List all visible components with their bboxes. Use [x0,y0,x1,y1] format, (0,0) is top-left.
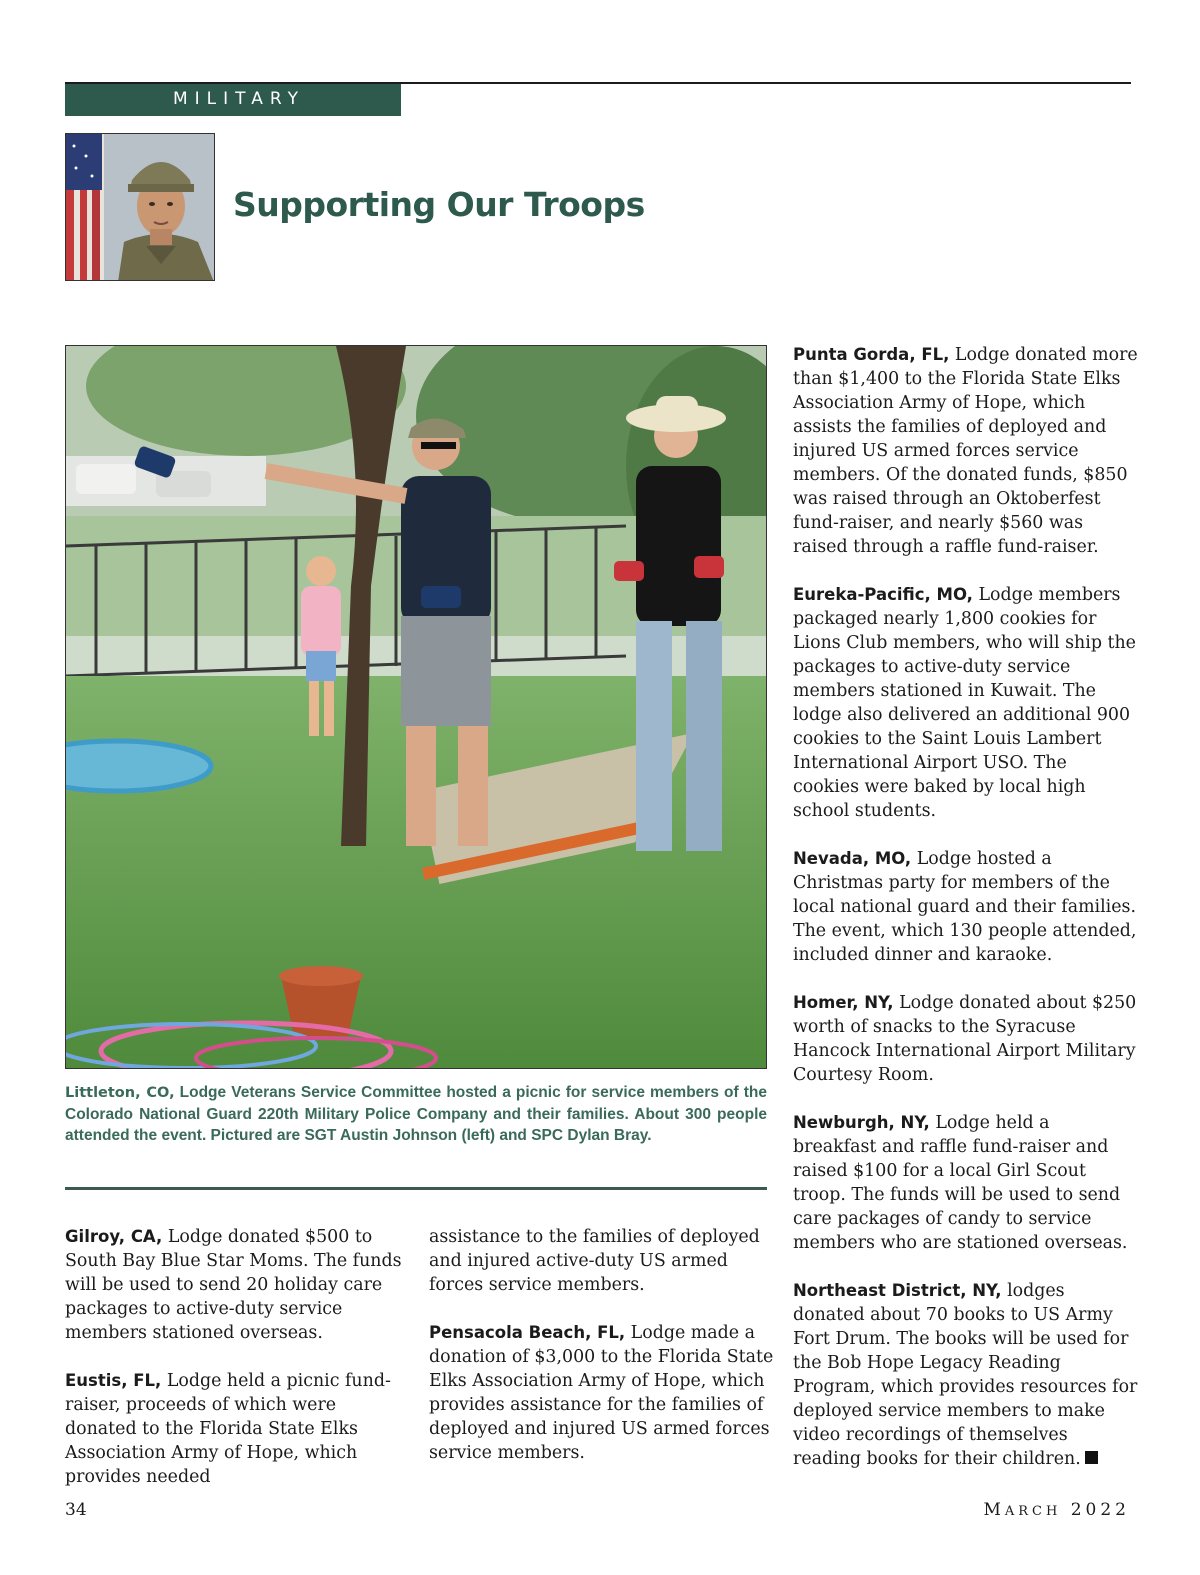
entry-homer [793,991,1138,1087]
end-of-article-mark-icon [1085,1451,1098,1464]
entry-place: Eureka-Pacific, MO, [793,585,973,604]
entry-northeast-district [793,1279,1138,1471]
entry-place: Gilroy, CA, [65,1227,163,1246]
soldier-portrait-image [65,133,215,281]
entry-place: Northeast District, NY, [793,1281,1002,1300]
entry-place: Eustis, FL, [65,1371,162,1390]
entry-text: Lodge held a picnic fund-raiser, proceeds of which were donated to the Florida State Elks Association Army of Hope, which provides needed [65,1371,391,1487]
page-title: Supporting Our Troops [233,185,645,224]
entry-eustis [65,1369,410,1489]
photo-caption [65,1082,767,1146]
column-left [65,1225,410,1513]
caption-place: Littleton, CO, [65,1085,175,1101]
entry-place: Homer, NY, [793,993,894,1012]
entry-text: lodges donated about 70 books to US Army Fort Drum. The books will be used for the Bob Hope Legacy Reading Program, which provides resources for deployed service members to make video recordings of themselves reading books for their children. [793,1281,1138,1469]
entry-text: Lodge members packaged nearly 1,800 cookies for Lions Club members, who will ship the packages to active-duty service members stationed in Kuwait. The lodge also delivered an additional 900 cookies to the Saint Louis Lambert International Airport USO. The cookies were baked by local high school students. [793,585,1136,821]
section-divider [65,1187,767,1190]
entry-text: Lodge donated more than $1,400 to the Florida State Elks Association Army of Hope, which assists the families of deployed and injured US armed forces service members. Of the donated funds, $850 was raised through an Oktoberfest fund-raiser, and nearly $560 was raised through a raffle fund-raiser. [793,345,1138,557]
entry-eustis-continued [429,1225,774,1297]
issue-date-initial: M [983,1500,1005,1520]
column-right [793,343,1138,1495]
issue-date-month-rest: ARCH [1004,1504,1062,1519]
entry-place: Pensacola Beach, FL, [429,1323,626,1342]
page-number: 34 [65,1500,87,1520]
entry-eureka-pacific [793,583,1138,823]
entry-place: Nevada, MO, [793,849,912,868]
section-label: MILITARY [65,84,401,116]
entry-place: Newburgh, NY, [793,1113,930,1132]
column-middle [429,1225,774,1489]
entry-text: Lodge donated $500 to South Bay Blue Star Moms. The funds will be used to send 20 holiday care packages to active-duty service members stationed overseas. [65,1227,402,1343]
issue-date-year: 2022 [1070,1500,1130,1520]
entry-text: Lodge donated about $250 worth of snacks to the Syracuse Hancock International Airport Military Courtesy Room. [793,993,1137,1085]
entry-text: Lodge hosted a Christmas party for members of the local national guard and their families. The event, which 130 people attended, included dinner and karaoke. [793,849,1137,965]
entry-place: Punta Gorda, FL, [793,345,950,364]
entry-text: assistance to the families of deployed and injured active-duty US armed forces service members. [429,1227,760,1295]
entry-pensacola-beach [429,1321,774,1465]
picnic-photo-image [65,345,767,1069]
entry-newburgh [793,1111,1138,1255]
entry-gilroy [65,1225,410,1345]
entry-nevada [793,847,1138,967]
issue-date [983,1500,1130,1520]
entry-text: Lodge made a donation of $3,000 to the Florida State Elks Association Army of Hope, which provides assistance for the families of deployed and injured US armed forces service members. [429,1323,774,1463]
caption-text: Lodge Veterans Service Committee hosted a picnic for service members of the Colorado National Guard 220th Military Police Company and their families. About 300 people attended the event. Pictured are SGT Austin Johnson (left) and SPC Dylan Bray. [65,1084,767,1144]
entry-punta-gorda [793,343,1138,559]
entry-text: Lodge held a breakfast and raffle fund-raiser and raised $100 for a local Girl Scout troop. The funds will be used to send care packages of candy to service members who are stationed overseas. [793,1113,1128,1253]
